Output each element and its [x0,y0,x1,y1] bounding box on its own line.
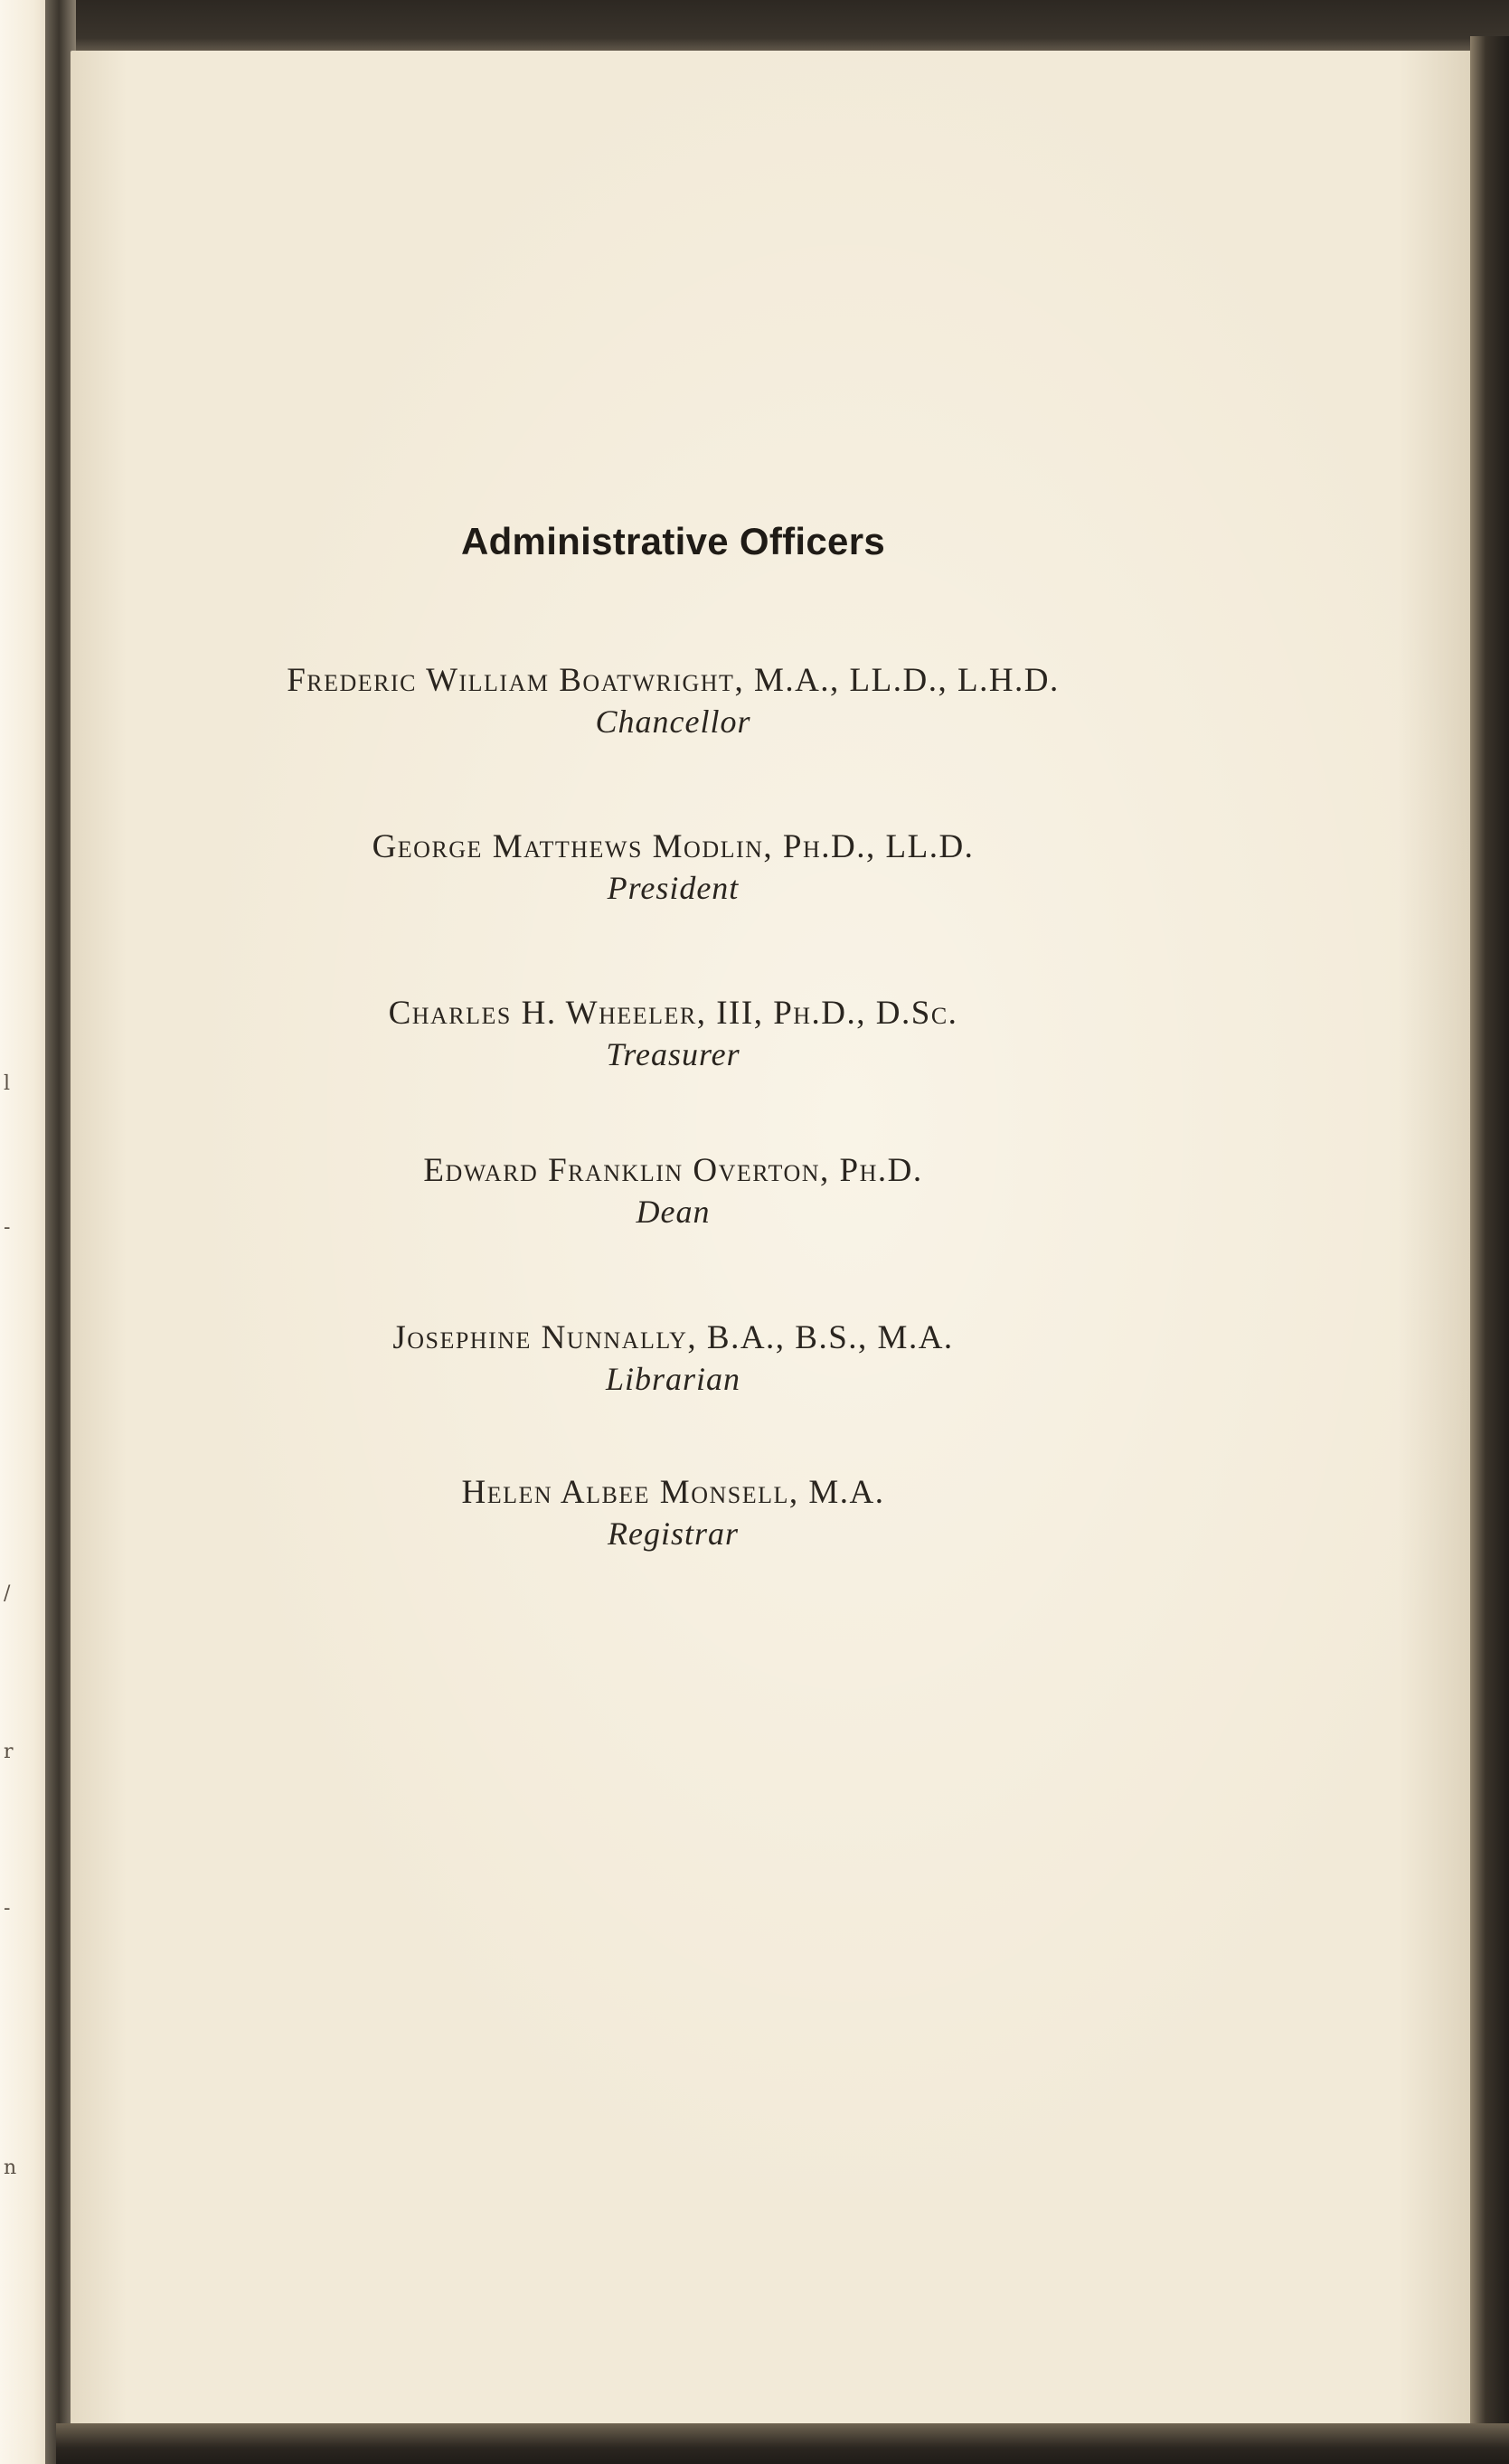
officer-title: Chancellor [595,703,751,740]
officer-name: George Matthews Modlin, Ph.D., LL.D. [372,828,975,865]
officer-entry-registrar [0,1473,1428,1553]
officer-entry-chancellor [0,661,1428,741]
book-bottom-edge [56,2423,1509,2464]
officer-name: Frederic William Boatwright, M.A., LL.D., L.H.D. [287,662,1060,699]
officer-title: Dean [636,1194,711,1230]
officer-name: Josephine Nunnally, B.A., B.S., M.A. [392,1319,954,1356]
officer-name: Helen Albee Monsell, M.A. [461,1474,885,1511]
officer-title: Treasurer [606,1036,740,1072]
paper-page [71,51,1483,2434]
officer-title: Registrar [607,1515,739,1552]
margin-mark: r [4,1741,14,1763]
officer-title: Librarian [605,1361,741,1397]
page-heading: Administrative Officers [460,520,886,562]
margin-mark: l [4,1072,11,1095]
officer-entry-librarian [0,1318,1428,1398]
officer-entry-treasurer [0,994,1428,1073]
officer-entry-dean [0,1151,1428,1231]
officer-name: Edward Franklin Overton, Ph.D. [423,1152,923,1189]
margin-mark: - [4,1216,11,1239]
book-right-edge [1470,36,1509,2464]
facing-page-margin-marks [4,0,22,2464]
officer-name: Charles H. Wheeler, III, Ph.D., D.Sc. [388,995,958,1032]
margin-mark: / [4,1582,11,1605]
margin-mark: - [4,1897,11,1920]
officer-title: President [607,870,740,906]
margin-mark: n [4,2157,17,2179]
book-top-edge [56,0,1509,54]
officer-entry-president [0,827,1428,907]
